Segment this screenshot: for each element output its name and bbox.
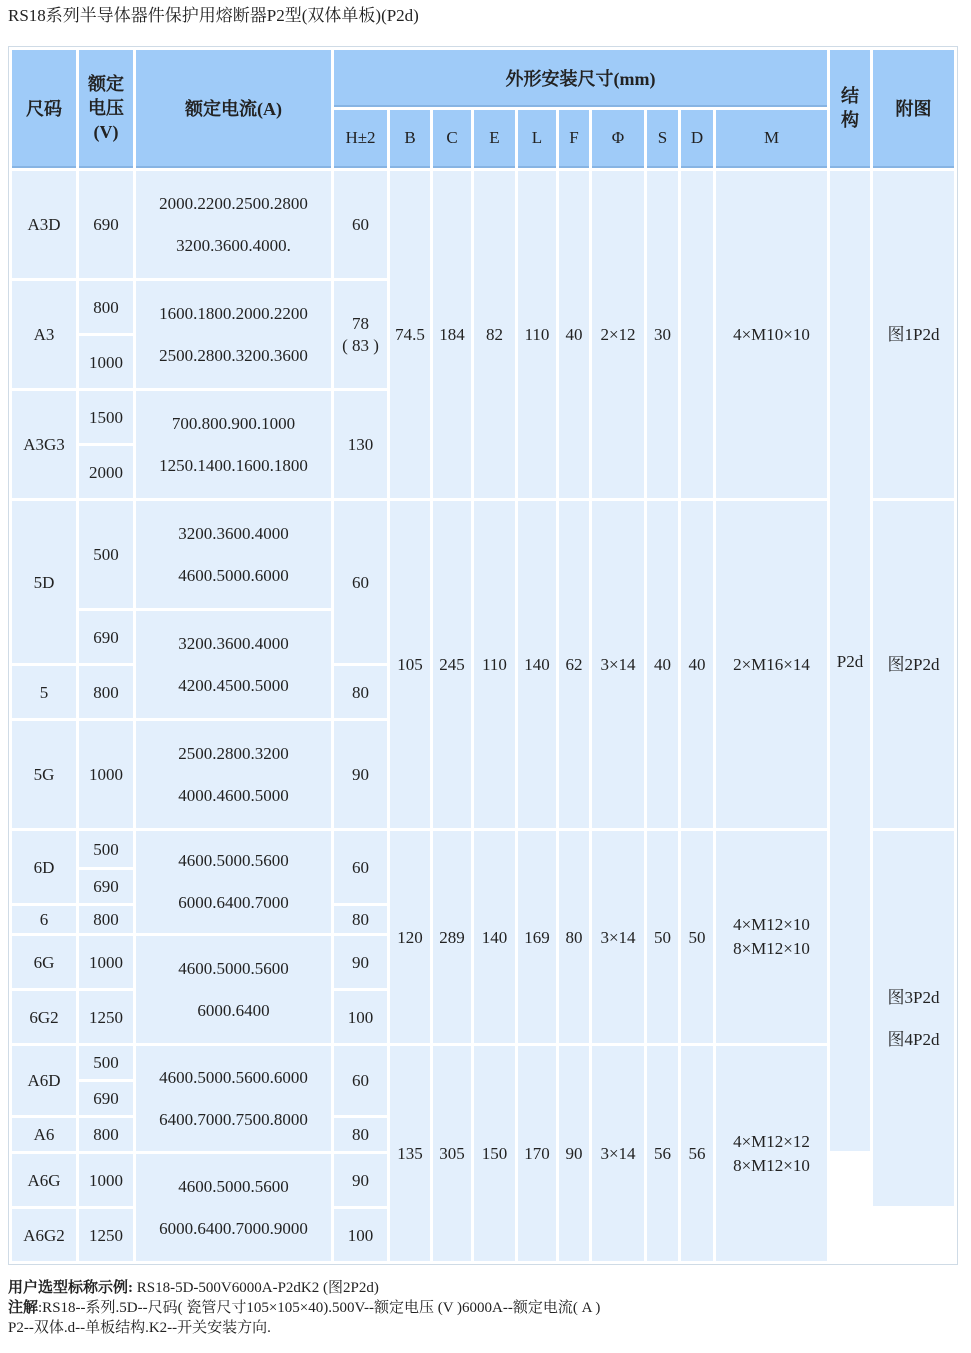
dim-e: 82	[474, 171, 515, 498]
voltage-cell: 1000	[79, 1154, 133, 1206]
voltage-cell: 690	[79, 870, 133, 903]
size-cell: 6G	[12, 936, 76, 988]
header-f: F	[559, 110, 589, 168]
size-cell: 5	[12, 666, 76, 718]
size-cell: 5G	[12, 721, 76, 828]
height-cell: 80	[334, 666, 387, 718]
header-current: 额定电流(A)	[136, 50, 331, 168]
dim-phi: 3×14	[592, 501, 644, 828]
current-cell: 700.800.900.1000 1250.1400.1600.1800	[136, 391, 331, 498]
size-cell: 6G2	[12, 991, 76, 1043]
height-cell: 100	[334, 991, 387, 1043]
dim-l: 110	[518, 171, 556, 498]
dim-c: 289	[433, 831, 471, 1043]
page-title: RS18系列半导体器件保护用熔断器P2型(双体单板)(P2d)	[8, 6, 419, 25]
height-cell: 90	[334, 936, 387, 988]
header-figure: 附图	[873, 50, 954, 168]
dim-phi: 3×14	[592, 1046, 644, 1261]
dim-l: 169	[518, 831, 556, 1043]
size-cell: 6	[12, 906, 76, 933]
height-cell: 90	[334, 1154, 387, 1206]
structure-cell: P2d	[830, 171, 870, 1151]
voltage-cell: 1250	[79, 1209, 133, 1261]
size-cell: A3G3	[12, 391, 76, 498]
size-cell: A6G2	[12, 1209, 76, 1261]
dim-d: 56	[681, 1046, 713, 1261]
header-structure: 结 构	[830, 50, 870, 168]
dim-f: 40	[559, 171, 589, 498]
height-cell: 100	[334, 1209, 387, 1261]
header-e: E	[474, 110, 515, 168]
spec-table	[8, 46, 958, 1265]
dim-m: 4×M12×12 8×M12×10	[716, 1046, 827, 1261]
voltage-cell: 690	[79, 171, 133, 278]
header-b: B	[390, 110, 430, 168]
header-size: 尺码	[12, 50, 76, 168]
figure-cell: 图1P2d	[873, 171, 954, 498]
dim-f: 80	[559, 831, 589, 1043]
dim-s: 30	[647, 171, 678, 498]
dim-l: 140	[518, 501, 556, 828]
dim-s: 56	[647, 1046, 678, 1261]
dim-e: 140	[474, 831, 515, 1043]
size-cell: A3	[12, 281, 76, 388]
voltage-cell: 800	[79, 666, 133, 718]
header-d: D	[681, 110, 713, 168]
note-line-1: 注解:RS18--系列.5D--尺码( 瓷管尺寸105×105×40).500V--额定电压 (V )6000A--额定电流( A )	[8, 1300, 601, 1316]
voltage-cell: 690	[79, 611, 133, 663]
height-cell: 78 ( 83 )	[334, 281, 387, 388]
current-cell: 4600.5000.5600.6000 6400.7000.7500.8000	[136, 1046, 331, 1151]
size-cell: A3D	[12, 171, 76, 278]
current-cell: 4600.5000.5600 6000.6400.7000	[136, 831, 331, 933]
header-c: C	[433, 110, 471, 168]
height-cell: 60	[334, 831, 387, 903]
voltage-cell: 1250	[79, 991, 133, 1043]
voltage-cell: 800	[79, 1118, 133, 1151]
dim-d	[681, 171, 713, 498]
height-cell: 60	[334, 1046, 387, 1115]
dim-c: 245	[433, 501, 471, 828]
header-h: H±2	[334, 110, 387, 168]
header-phi: Φ	[592, 110, 644, 168]
current-cell: 3200.3600.4000 4600.5000.6000	[136, 501, 331, 608]
height-cell: 90	[334, 721, 387, 828]
height-cell: 60	[334, 501, 387, 663]
current-cell: 2000.2200.2500.2800 3200.3600.4000.	[136, 171, 331, 278]
figure-cell: 图2P2d	[873, 501, 954, 828]
dim-phi: 3×14	[592, 831, 644, 1043]
dim-l: 170	[518, 1046, 556, 1261]
size-cell: 5D	[12, 501, 76, 663]
voltage-cell: 690	[79, 1082, 133, 1115]
dim-f: 90	[559, 1046, 589, 1261]
figure-cell: 图3P2d 图4P2d	[873, 831, 954, 1206]
dim-phi: 2×12	[592, 171, 644, 498]
header-l: L	[518, 110, 556, 168]
dim-s: 40	[647, 501, 678, 828]
size-cell: A6	[12, 1118, 76, 1151]
selection-example: 用户选型标称示例: RS18-5D-500V6000A-P2dK2 (图2P2d)	[8, 1280, 379, 1296]
dim-c: 305	[433, 1046, 471, 1261]
current-cell: 1600.1800.2000.2200 2500.2800.3200.3600	[136, 281, 331, 388]
voltage-cell: 1000	[79, 936, 133, 988]
header-dimensions: 外形安装尺寸(mm)	[334, 50, 827, 107]
dim-d: 50	[681, 831, 713, 1043]
dim-m: 4×M10×10	[716, 171, 827, 498]
dim-m: 2×M16×14	[716, 501, 827, 828]
size-cell: A6G	[12, 1154, 76, 1206]
height-cell: 80	[334, 906, 387, 933]
dim-e: 150	[474, 1046, 515, 1261]
voltage-cell: 800	[79, 281, 133, 333]
dim-b: 120	[390, 831, 430, 1043]
dim-b: 74.5	[390, 171, 430, 498]
size-cell: A6D	[12, 1046, 76, 1115]
current-cell: 4600.5000.5600 6000.6400	[136, 936, 331, 1043]
dim-b: 105	[390, 501, 430, 828]
header-m: M	[716, 110, 827, 168]
voltage-cell: 1500	[79, 391, 133, 443]
dim-e: 110	[474, 501, 515, 828]
dim-m: 4×M12×10 8×M12×10	[716, 831, 827, 1043]
dim-c: 184	[433, 171, 471, 498]
dim-f: 62	[559, 501, 589, 828]
voltage-cell: 500	[79, 501, 133, 608]
height-cell: 60	[334, 171, 387, 278]
dim-b: 135	[390, 1046, 430, 1261]
height-cell: 80	[334, 1118, 387, 1151]
height-cell: 130	[334, 391, 387, 498]
current-cell: 3200.3600.4000 4200.4500.5000	[136, 611, 331, 718]
header-voltage: 额定 电压 (V)	[79, 50, 133, 168]
voltage-cell: 500	[79, 1046, 133, 1079]
voltage-cell: 2000	[79, 446, 133, 498]
voltage-cell: 800	[79, 906, 133, 933]
size-cell: 6D	[12, 831, 76, 903]
current-cell: 4600.5000.5600 6000.6400.7000.9000	[136, 1154, 331, 1261]
dim-d: 40	[681, 501, 713, 828]
voltage-cell: 1000	[79, 336, 133, 388]
current-cell: 2500.2800.3200 4000.4600.5000	[136, 721, 331, 828]
voltage-cell: 1000	[79, 721, 133, 828]
note-line-2: P2--双体.d--单板结构.K2--开关安装方向.	[8, 1320, 271, 1336]
header-s: S	[647, 110, 678, 168]
voltage-cell: 500	[79, 831, 133, 867]
dim-s: 50	[647, 831, 678, 1043]
